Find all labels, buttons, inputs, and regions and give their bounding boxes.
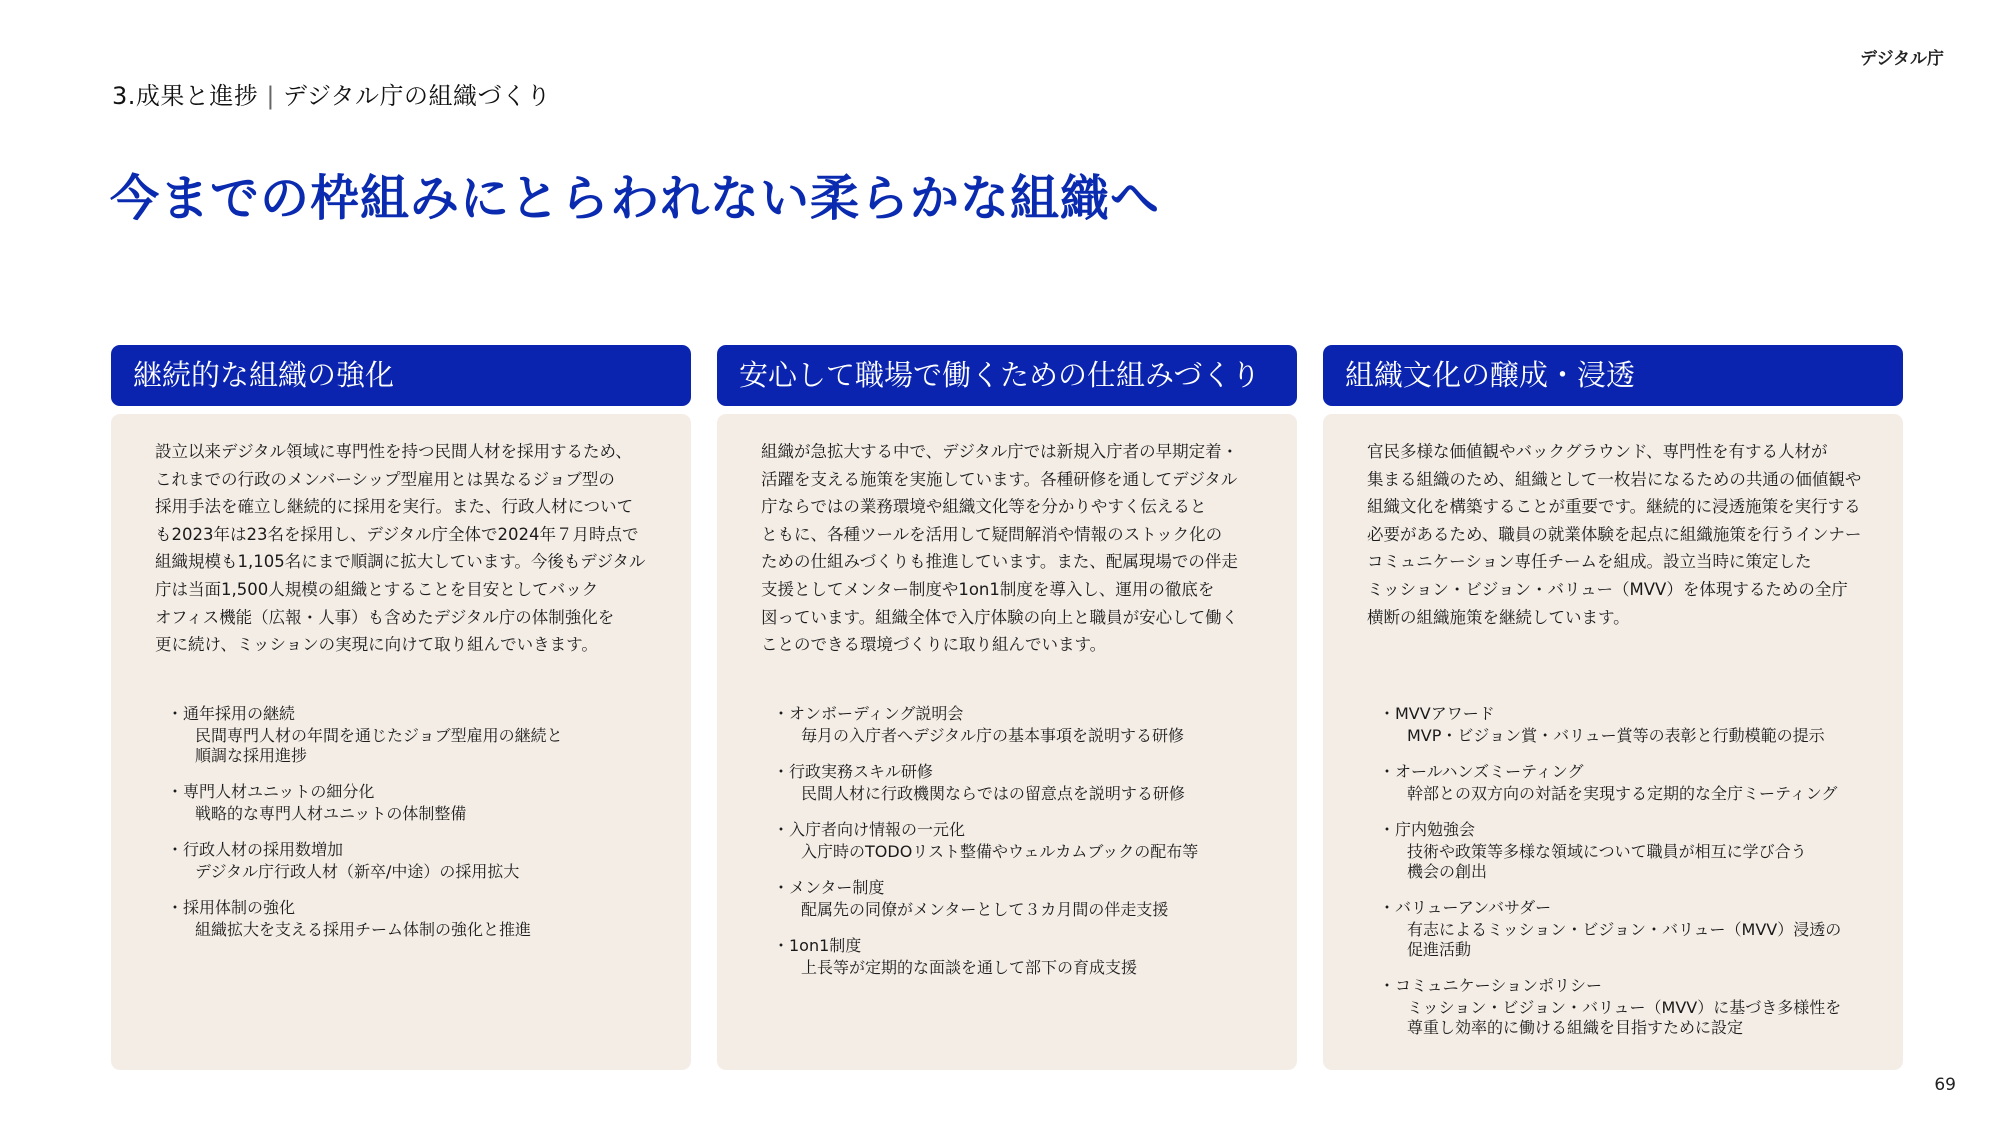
list-item [789,760,1277,804]
breadcrumb [112,76,551,111]
list-item [183,702,671,766]
column-paragraph: 組織が急拡大する中で、デジタル庁では新規入庁者の早期定着・ 活躍を支える施策を実施しています。各種研修を通してデジタル 庁ならではの業務環境や組織文化等を分かりやすく伝えると ともに、各種ツールを活用して疑問解消や情報のストック化の ための仕組みづくりも推進しています。また、配属現場での伴走 支援としてメンター制度や1on1制度を導入し、運用の徹底を 図っています。組織全体で入庁体験の向上と職員が安心して働く ことのできる環境づくりに取り組んでいます。 [761,442,1239,655]
list-item [789,702,1277,746]
bullet-description: 技術や政策等多様な領域について職員が相互に学び合う 機会の創出 [1407,842,1807,881]
bullet-description: 組織拡大を支える採用チーム体制の強化と推進 [195,920,532,939]
bullet-description: 有志によるミッション・ビジョン・バリュー（MVV）浸透の 促進活動 [1407,920,1842,959]
bullet-description: 戦略的な専門人材ユニットの体制整備 [195,804,467,823]
bullet-list [155,702,671,940]
bullet-list [1367,702,1883,1038]
bullet-title: ・ メンター制度 [789,876,1277,900]
list-item [789,818,1277,862]
column-body [717,414,1297,1070]
column-workplace-support [717,345,1297,1070]
list-item [183,896,671,940]
bullet-title: ・ 通年採用の継続 [183,702,671,726]
bullet-title: ・ 専門人材ユニットの細分化 [183,780,671,804]
column-paragraph: 官民多様な価値観やバックグラウンド、専門性を有する人材が 集まる組織のため、組織として一枚岩になるための共通の価値観や 組織文化を構築することが重要です。継続的に浸透施策を実行する 必要があるため、職員の就業体験を起点に組織施策を行うインナー コミュニケーション専任チームを組成。設立当時に策定した ミッション・ビジョン・バリュー（MVV）を体現するための全庁 横断の組織施策を継続しています。 [1367,442,1862,627]
page-number: 69 [1934,1075,1956,1095]
page-title: 今までの枠組みにとらわれない柔らかな組織へ [110,170,1161,227]
breadcrumb-separator: | [266,82,275,110]
list-item [789,876,1277,920]
list-item [1395,818,1883,882]
bullet-title: ・ 行政人材の採用数増加 [183,838,671,862]
bullet-list [761,702,1277,978]
list-item [1395,896,1883,960]
bullet-title: ・ コミュニケーションポリシー [1395,974,1883,998]
list-item [1395,974,1883,1038]
column-organization-strengthening [111,345,691,1070]
bullet-description: MVP・ビジョン賞・バリュー賞等の表彰と行動模範の提示 [1407,726,1825,745]
bullet-title: ・ 1on1制度 [789,934,1277,958]
bullet-description: 上長等が定期的な面談を通して部下の育成支援 [801,958,1138,977]
bullet-description: 配属先の同僚がメンターとして３カ月間の伴走支援 [801,900,1169,919]
bullet-title: ・ 庁内勉強会 [1395,818,1883,842]
breadcrumb-section: 3.成果と進捗 [112,82,259,110]
bullet-title: ・ 行政実務スキル研修 [789,760,1277,784]
bullet-title: ・ オンボーディング説明会 [789,702,1277,726]
bullet-title: ・ 採用体制の強化 [183,896,671,920]
bullet-title: ・ MVVアワード [1395,702,1883,726]
breadcrumb-page: デジタル庁の組織づくり [283,82,552,110]
bullet-title: ・ 入庁者向け情報の一元化 [789,818,1277,842]
list-item [183,780,671,824]
column-paragraph: 設立以来デジタル領域に専門性を持つ民間人材を採用するため、 これまでの行政のメンバーシップ型雇用とは異なるジョブ型の 採用手法を確立し継続的に採用を実行。また、行政人材について も2023年は23名を採用し、デジタル庁全体で2024年７月時点で 組織規模も1,105名にまで順調に拡大しています。今後もデジタル 庁は当面1,500人規模の組織とすることを目安としてバック オフィス機能（広報・人事）も含めたデジタル庁の体制強化を 更に続け、ミッションの実現に向けて取り組んでいきます。 [155,442,646,655]
bullet-description: 民間人材に行政機関ならではの留意点を説明する研修 [801,784,1185,803]
bullet-description: 幹部との双方向の対話を実現する定期的な全庁ミーティング [1407,784,1838,803]
organization-name: デジタル庁 [1860,49,1944,69]
bullet-description: デジタル庁行政人材（新卒/中途）の採用拡大 [195,862,520,881]
column-title: 安心して職場で働くための仕組みづくり [717,345,1297,406]
list-item [183,838,671,882]
bullet-title: ・ バリューアンバサダー [1395,896,1883,920]
bullet-description: ミッション・ビジョン・バリュー（MVV）に基づき多様性を 尊重し効率的に働ける組織を目指すために設定 [1407,998,1842,1037]
bullet-description: 民間専門人材の年間を通じたジョブ型雇用の継続と 順調な採用進捗 [195,726,563,765]
list-item [789,934,1277,978]
list-item [1395,702,1883,746]
bullet-title: ・ オールハンズミーティング [1395,760,1883,784]
bullet-description: 毎月の入庁者へデジタル庁の基本事項を説明する研修 [801,726,1185,745]
column-body [111,414,691,1070]
column-title: 継続的な組織の強化 [111,345,691,406]
bullet-description: 入庁時のTODOリスト整備やウェルカムブックの配布等 [801,842,1199,861]
column-organizational-culture [1323,345,1903,1070]
column-body [1323,414,1903,1070]
column-title: 組織文化の醸成・浸透 [1323,345,1903,406]
list-item [1395,760,1883,804]
